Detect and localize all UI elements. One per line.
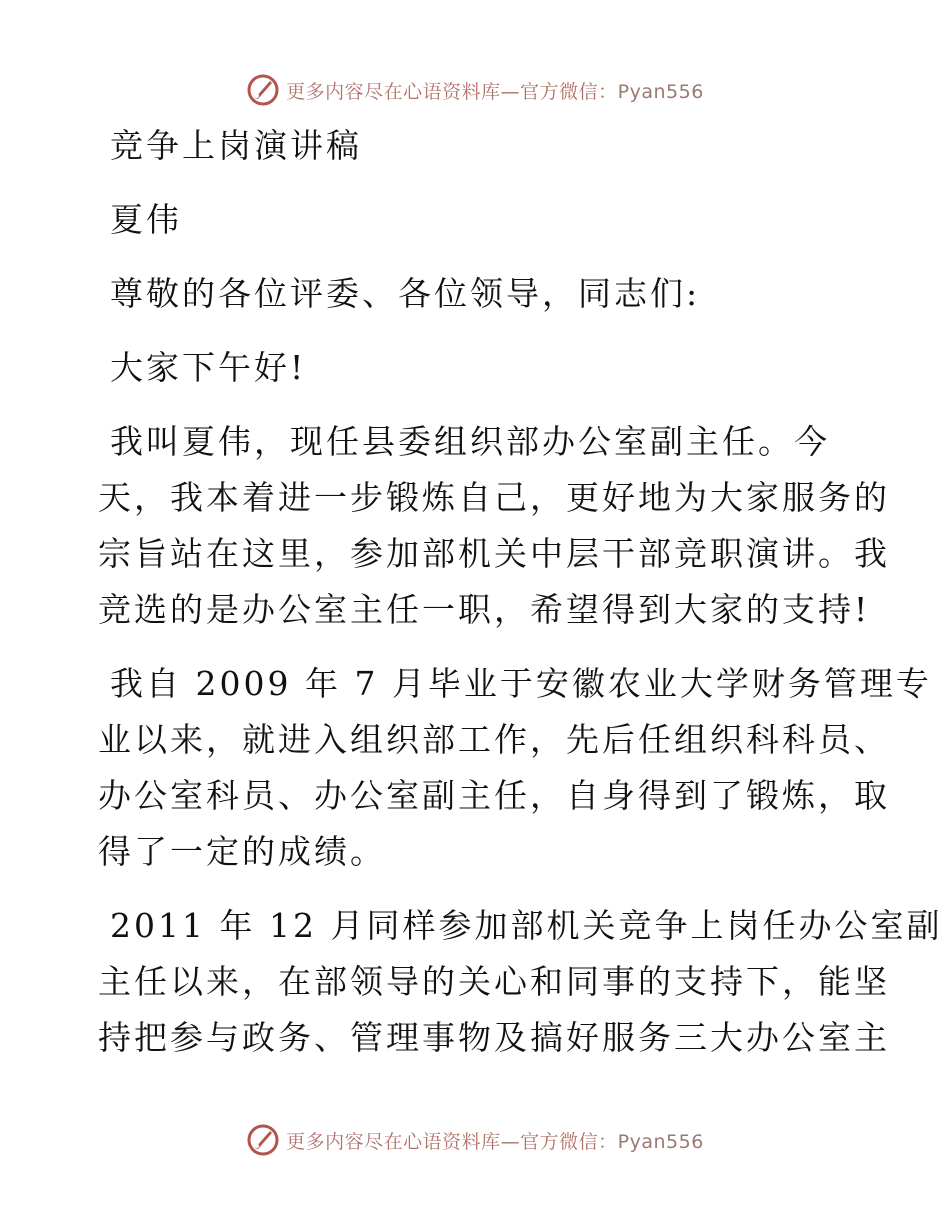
document-author: 夏伟 — [110, 200, 182, 239]
watermark-text — [286, 77, 704, 104]
document-body — [98, 118, 943, 1066]
paragraph-background: 我自 2009 年 7 月毕业于安徽农业大学财务管理专 业以来，就进入组织部工作，先后任组织科科员、 办公室科员、办公室副主任，自身得到了锻炼，取 得了一定的成绩。 — [98, 664, 932, 871]
watermark-wechat-id: Pyan556 — [617, 1130, 704, 1153]
header-watermark — [0, 70, 950, 110]
greeting: 大家下午好! — [110, 348, 307, 387]
watermark-label: 更多内容尽在心语资料库—官方微信： — [286, 80, 618, 103]
watermark-text — [286, 1127, 704, 1154]
document-title: 竞争上岗演讲稿 — [110, 126, 362, 165]
quill-logo-icon — [246, 1123, 280, 1157]
footer-watermark — [0, 1120, 950, 1160]
watermark-wechat-id: Pyan556 — [617, 80, 704, 103]
salutation: 尊敬的各位评委、各位领导，同志们: — [110, 274, 701, 313]
paragraph-intro: 我叫夏伟，现任县委组织部办公室副主任。今 天，我本着进一步锻炼自己，更好地为大家服务的 宗旨站在这里，参加部机关中层干部竞职演讲。我 竞选的是办公室主任一职，希望得到大家的支持! — [98, 422, 890, 629]
watermark-label: 更多内容尽在心语资料库—官方微信： — [286, 1130, 618, 1153]
quill-logo-icon — [246, 73, 280, 107]
paragraph-experience: 2011 年 12 月同样参加部机关竞争上岗任办公室副 主任以来，在部领导的关心和同事的支持下，能坚 持把参与政务、管理事物及搞好服务三大办公室主 — [98, 906, 943, 1057]
